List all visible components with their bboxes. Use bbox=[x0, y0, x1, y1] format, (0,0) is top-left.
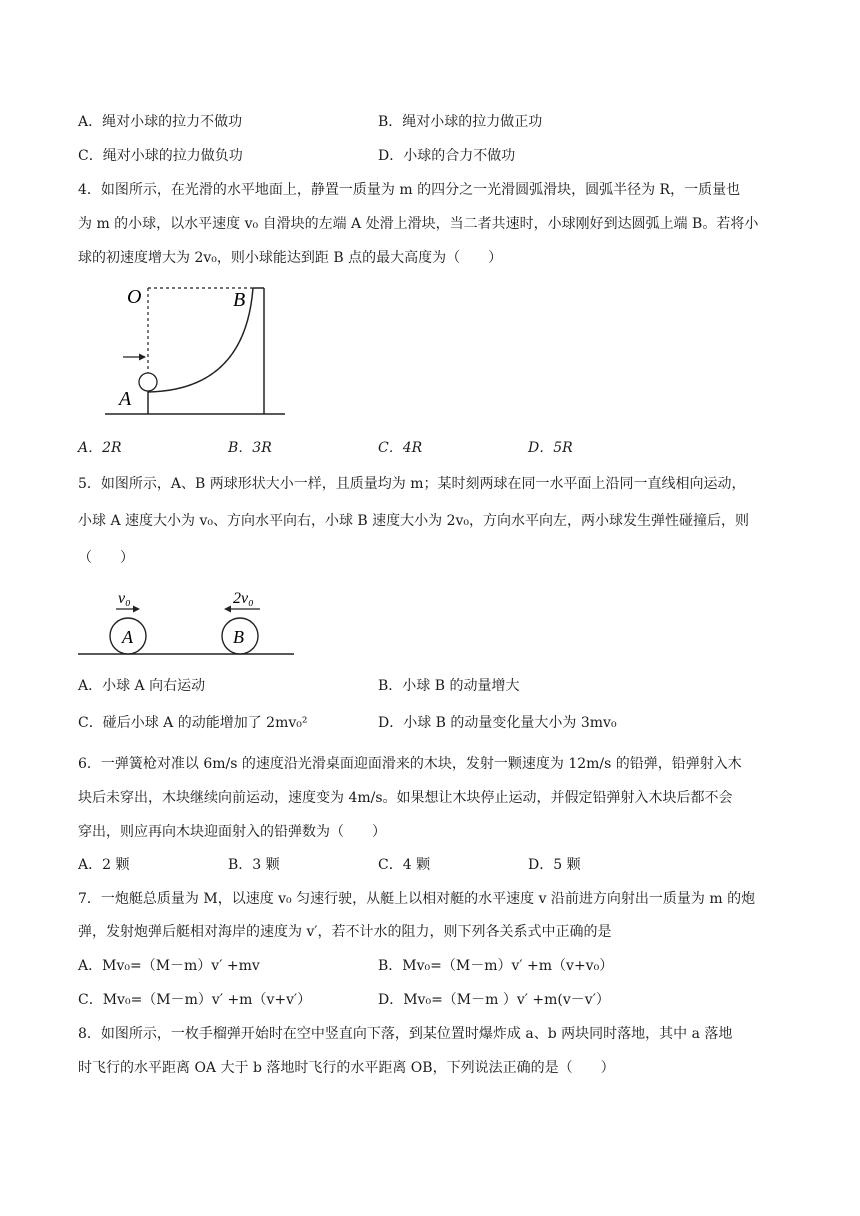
q5-label-a: A bbox=[122, 627, 133, 647]
q5-stem-line3: （ ） bbox=[78, 550, 134, 566]
q5-collision-figure bbox=[78, 585, 298, 660]
q4-label-o: O bbox=[127, 286, 142, 308]
q6-option-c: C．4 颗 bbox=[378, 857, 431, 873]
q4-label-b: B bbox=[233, 289, 246, 311]
q4-arc-block-figure bbox=[95, 278, 295, 423]
q4-option-b: B．3R bbox=[228, 440, 272, 456]
q4-stem-line1: 4．如图所示，在光滑的水平地面上，静置一质量为 m 的四分之一光滑圆弧滑块，圆弧半径为 R，一质量也 bbox=[78, 182, 741, 198]
q4-stem-line2: 为 m 的小球，以水平速度 v₀ 自滑块的左端 A 处滑上滑块，当二者共速时，小球刚好到达圆弧上端 B。若将小 bbox=[78, 216, 759, 232]
q5-option-b: B．小球 B 的动量增大 bbox=[378, 678, 520, 694]
q5-label-va: v₀ bbox=[118, 590, 131, 607]
q6-option-a: A．2 颗 bbox=[78, 857, 130, 873]
q5-option-c: C．碰后小球 A 的动能增加了 2mv₀² bbox=[78, 715, 308, 731]
q5-label-b: B bbox=[233, 627, 244, 647]
q6-option-b: B．3 颗 bbox=[228, 857, 280, 873]
q3-option-d: D．小球的合力不做功 bbox=[378, 148, 516, 164]
q4-stem-line3: 球的初速度增大为 2v₀，则小球能达到距 B 点的最大高度为（ ） bbox=[78, 250, 503, 266]
q5-option-d: D．小球 B 的动量变化量大小为 3mv₀ bbox=[378, 715, 617, 731]
q6-option-d: D．5 颗 bbox=[528, 857, 581, 873]
q8-stem-line2: 时飞行的水平距离 OA 大于 b 落地时飞行的水平距离 OB，下列说法正确的是（ ） bbox=[78, 1060, 615, 1076]
q5-stem-line2: 小球 A 速度大小为 v₀、方向水平向右，小球 B 速度大小为 2v₀，方向水平向左，两小球发生弹性碰撞后，则 bbox=[78, 513, 750, 529]
q5-stem-line1: 5．如图所示，A、B 两球形状大小一样，且质量均为 m；某时刻两球在同一水平面上沿同一直线相向运动， bbox=[78, 476, 746, 492]
q6-stem-line2: 块后未穿出，木块继续向前运动，速度变为 4m/s。如果想让木块停止运动，并假定铅弹射入木块后都不会 bbox=[78, 790, 733, 806]
q7-option-b: B．Mv₀=（M－m）v′ +m（v+v₀） bbox=[378, 958, 614, 974]
q6-stem-line3: 穿出，则应再向木块迎面射入的铅弹数为（ ） bbox=[78, 824, 386, 840]
q5-label-vb: 2v₀ bbox=[233, 590, 254, 607]
q4-option-d: D．5R bbox=[528, 440, 573, 456]
q7-stem-line2: 弹，发射炮弹后艇相对海岸的速度为 v′，若不计水的阻力，则下列各关系式中正确的是 bbox=[78, 924, 612, 940]
q5-option-a: A．小球 A 向右运动 bbox=[78, 678, 206, 694]
q7-option-a: A．Mv₀=（M－m）v′ +mv bbox=[78, 958, 260, 974]
q7-option-c: C．Mv₀=（M－m）v′ +m（v+v′） bbox=[78, 992, 312, 1008]
q4-ball bbox=[139, 373, 157, 391]
q4-option-c: C．4R bbox=[378, 440, 423, 456]
q3-option-c: C．绳对小球的拉力做负功 bbox=[78, 148, 243, 164]
q4-option-a: A．2R bbox=[78, 440, 122, 456]
q3-option-b: B．绳对小球的拉力做正功 bbox=[378, 114, 543, 130]
q4-label-a: A bbox=[119, 388, 132, 410]
q3-option-a: A．绳对小球的拉力不做功 bbox=[78, 114, 243, 130]
q7-option-d: D．Mv₀=（M－m ）v′ +m(v－v′） bbox=[378, 992, 610, 1008]
q8-stem-line1: 8．如图所示，一枚手榴弹开始时在空中竖直向下落，到某位置时爆炸成 a、b 两块同时落地，其中 a 落地 bbox=[78, 1026, 733, 1042]
q7-stem-line1: 7．一炮艇总质量为 M，以速度 v₀ 匀速行驶，从艇上以相对艇的水平速度 v 沿前进方向射出一质量为 m 的炮 bbox=[78, 891, 756, 907]
q6-stem-line1: 6．一弹簧枪对准以 6m/s 的速度沿光滑桌面迎面滑来的木块，发射一颗速度为 12m/s 的铅弹，铅弹射入木 bbox=[78, 756, 742, 772]
